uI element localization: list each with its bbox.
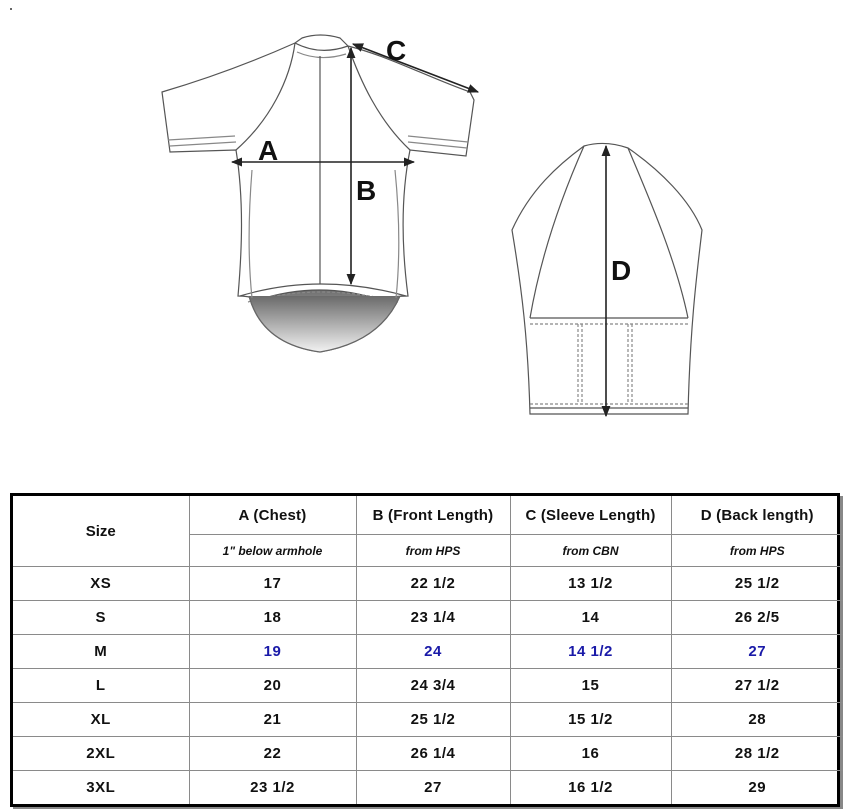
cell-back-length: 25 1/2 <box>671 567 843 601</box>
size-chart <box>10 493 840 807</box>
cell-size: 2XL <box>13 737 189 771</box>
cell-size: L <box>13 669 189 703</box>
table-row <box>13 737 843 771</box>
cell-chest: 20 <box>189 669 356 703</box>
table-row <box>13 771 843 804</box>
size-table <box>13 496 843 804</box>
cell-size: S <box>13 601 189 635</box>
cell-front-length: 24 <box>356 635 510 669</box>
subheader-back-length: from HPS <box>671 535 843 567</box>
subheader-sleeve-length: from CBN <box>510 535 671 567</box>
subheader-chest: 1" below armhole <box>189 535 356 567</box>
table-row <box>13 635 843 669</box>
cell-sleeve-length: 15 <box>510 669 671 703</box>
cell-chest: 17 <box>189 567 356 601</box>
table-row <box>13 703 843 737</box>
cell-front-length: 23 1/4 <box>356 601 510 635</box>
cell-sleeve-length: 14 <box>510 601 671 635</box>
header-sleeve-length: C (Sleeve Length) <box>510 496 671 535</box>
cell-size: 3XL <box>13 771 189 804</box>
front-jersey <box>162 35 474 352</box>
cell-sleeve-length: 13 1/2 <box>510 567 671 601</box>
table-row <box>13 669 843 703</box>
cell-chest: 22 <box>189 737 356 771</box>
cell-sleeve-length: 16 <box>510 737 671 771</box>
label-a: A <box>258 135 279 166</box>
back-jersey <box>512 143 702 414</box>
cell-back-length: 27 <box>671 635 843 669</box>
cell-chest: 18 <box>189 601 356 635</box>
label-c: C <box>386 35 407 66</box>
header-size: Size <box>13 496 189 567</box>
cell-front-length: 26 1/4 <box>356 737 510 771</box>
cell-chest: 21 <box>189 703 356 737</box>
header-chest: A (Chest) <box>189 496 356 535</box>
label-d: D <box>611 255 632 286</box>
subheader-front-length: from HPS <box>356 535 510 567</box>
cell-sleeve-length: 14 1/2 <box>510 635 671 669</box>
cell-front-length: 24 3/4 <box>356 669 510 703</box>
table-row <box>13 601 843 635</box>
cell-size: XL <box>13 703 189 737</box>
cell-back-length: 28 1/2 <box>671 737 843 771</box>
label-b: B <box>356 175 377 206</box>
cell-size: M <box>13 635 189 669</box>
table-row <box>13 567 843 601</box>
header-front-length: B (Front Length) <box>356 496 510 535</box>
cell-sleeve-length: 16 1/2 <box>510 771 671 804</box>
cell-front-length: 27 <box>356 771 510 804</box>
cell-back-length: 29 <box>671 771 843 804</box>
cell-front-length: 22 1/2 <box>356 567 510 601</box>
cell-chest: 19 <box>189 635 356 669</box>
cell-sleeve-length: 15 1/2 <box>510 703 671 737</box>
cell-back-length: 27 1/2 <box>671 669 843 703</box>
cell-back-length: 26 2/5 <box>671 601 843 635</box>
cell-size: XS <box>13 567 189 601</box>
cell-back-length: 28 <box>671 703 843 737</box>
cell-front-length: 25 1/2 <box>356 703 510 737</box>
header-back-length: D (Back length) <box>671 496 843 535</box>
cell-chest: 23 1/2 <box>189 771 356 804</box>
